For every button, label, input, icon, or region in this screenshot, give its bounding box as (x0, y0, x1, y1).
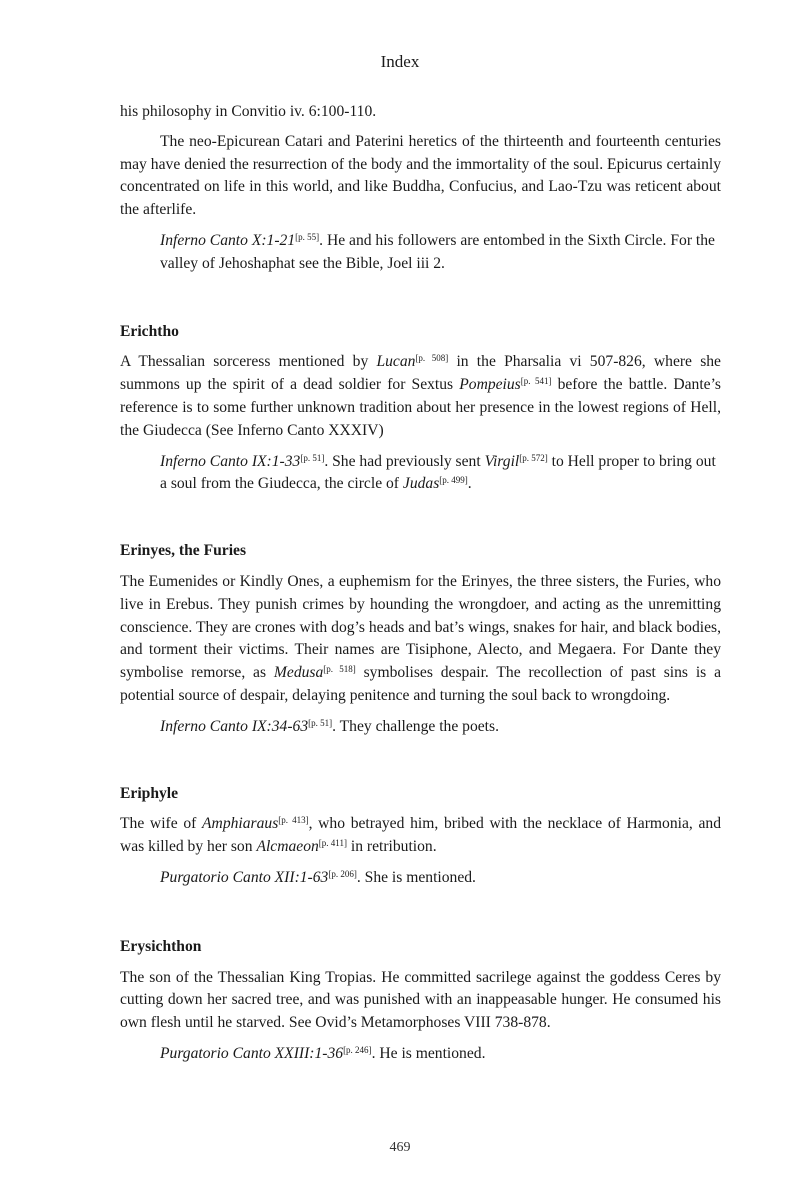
entry-erysichthon (120, 936, 721, 1066)
text: before the battle. Dante’s reference is to some further unknown tradition about her presence in the lowest regions of Hell, the Giudecca (See Inferno Canto XXXIV) (120, 376, 721, 439)
text: symbolises despair. The recollection of past sins is a potential source of despair, delaying penitence and turning the soul back to wrongdoing. (120, 664, 721, 704)
page-ref: [p. 572] (519, 452, 548, 463)
page-ref: [p. 411] (318, 838, 347, 849)
entry-heading: Erichtho (120, 322, 179, 340)
canto-link[interactable]: Inferno Canto IX:34-63 (160, 717, 309, 735)
document-body (120, 101, 721, 1066)
page-ref: [p. 206] (328, 868, 357, 879)
canto-reference (120, 230, 721, 276)
text: to Hell proper to bring out a soul from the Giudecca, the circle of (160, 452, 716, 493)
paragraph: his philosophy in Convitio iv. 6:100-110. (120, 103, 377, 120)
canto-link[interactable]: Inferno Canto X:1-21 (160, 231, 296, 249)
reference-text: . He and his followers are entombed in the Sixth Circle. For the valley of Jehoshaphat see the Bible, Joel iii 2. (160, 231, 715, 272)
text: in retribution. (346, 838, 437, 856)
canto-reference (120, 867, 721, 890)
cross-ref-link[interactable]: Pompeius (459, 376, 521, 394)
page-ref: [p. 508] (415, 353, 449, 364)
text: in the Pharsalia vi 507-826, where she summons up the spirit of a dead soldier for Sextus (120, 353, 721, 394)
text: A Thessalian sorceress mentioned by (120, 353, 377, 371)
page-ref: [p. 499] (439, 475, 468, 486)
canto-reference (120, 716, 721, 739)
text: , who betrayed him, bribed with the necklace of Harmonia, and was killed by her son (120, 815, 721, 856)
text: The Eumenides or Kindly Ones, a euphemism for the Erinyes, the three sisters, the Furies, who live in Erebus. They punish crimes by hounding the wrongdoer, and acting as the unremitting conscience. They are crones with dog’s heads and bat’s wings, snakes for hair, and black bodies, and torment their victims. Their names are Tisiphone, Alecto, and Megaera. For Dante they symbolise remorse, as (120, 572, 721, 682)
entry-heading: Eriphyle (120, 784, 179, 802)
paragraph (120, 571, 721, 708)
page-ref: [p. 541] (520, 376, 552, 387)
page-ref: [p. 413] (278, 815, 309, 826)
page-ref: [p. 51] (300, 452, 325, 463)
cross-ref-link[interactable]: Lucan (376, 353, 416, 371)
page-ref: [p. 518] (323, 664, 356, 675)
entry-eriphyle (120, 783, 721, 890)
text: . They challenge the poets. (332, 717, 499, 735)
cross-ref-link[interactable]: Medusa (273, 664, 324, 682)
paragraph: The son of the Thessalian King Tropias. He committed sacrilege against the goddess Ceres by cutting down her sacred tree, and was punished with an inappeasable hunger. He consumed his own flesh until he starved. See Ovid’s Metamorphoses VIII 738-878. (120, 968, 721, 1032)
paragraph (120, 813, 721, 859)
text: . (467, 475, 472, 493)
paragraph (120, 351, 721, 442)
canto-reference (120, 1043, 721, 1066)
entry-erichtho (120, 321, 721, 497)
cross-ref-link[interactable]: Amphiaraus (202, 815, 279, 833)
page-title: Index (380, 52, 420, 71)
text: . He is mentioned. (371, 1044, 486, 1062)
text: . She is mentioned. (356, 868, 476, 886)
canto-link[interactable]: Inferno Canto IX:1-33 (160, 452, 301, 470)
page-ref: [p. 246] (343, 1044, 372, 1055)
page-ref: [p. 51] (308, 717, 333, 728)
entry-epicurus-continued (120, 101, 721, 276)
cross-ref-link[interactable]: Virgil (484, 452, 520, 470)
page-number: 469 (389, 1140, 411, 1155)
cross-ref-link[interactable]: Judas (402, 475, 440, 493)
cross-ref-link[interactable]: Alcmaeon (256, 838, 319, 856)
canto-link[interactable]: Purgatorio Canto XII:1-63 (160, 868, 329, 886)
entry-heading: Erinyes, the Furies (120, 542, 247, 560)
canto-reference (120, 451, 721, 497)
text: . She had previously sent (324, 452, 485, 470)
paragraph: The neo-Epicurean Catari and Paterini heretics of the thirteenth and fourteenth centuries may have denied the resurrection of the body and the immortality of the soul. Epicurus certainly concentrated on life in this world, and like Buddha, Confucius, and Lao-Tzu was reticent about the afterlife. (120, 132, 721, 219)
page-ref: [p. 55] (295, 231, 320, 242)
canto-link[interactable]: Purgatorio Canto XXIII:1-36 (160, 1044, 344, 1062)
text: The wife of (120, 815, 203, 833)
entry-erinyes (120, 540, 721, 738)
entry-heading: Erysichthon (120, 937, 202, 955)
